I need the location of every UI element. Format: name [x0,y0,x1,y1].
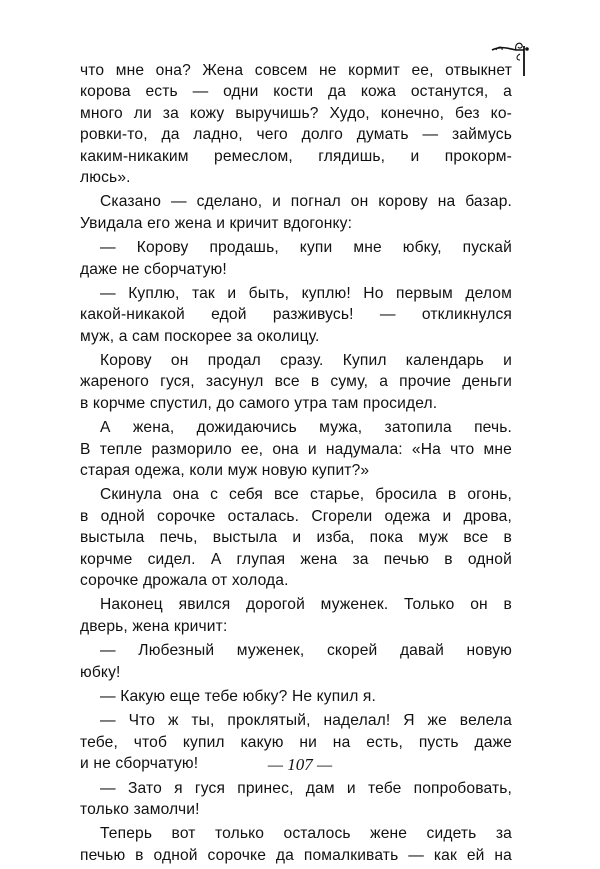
text-line: дверь, жена кричит: [80,617,228,635]
main-text [80,60,512,869]
text-line: сорочке дрожала от холода. [80,571,289,589]
paragraph [80,60,512,188]
paragraph [80,283,512,347]
page-number: — 107 — [267,755,333,774]
text-line: корова есть — одни кости да кожа останутся, а [80,83,512,101]
paragraph [80,350,512,414]
text-line: Теперь вот только осталось жене сидеть за [100,825,512,843]
text-line: ровки-то, да ладно, чего долго думать — займусь [80,126,512,144]
text-line: жареного гуся, засунул все в суму, а прочие деньги [80,373,512,391]
text-line: корчме сидел. А глупая жена за печью в одной [80,550,512,568]
text-line: и не сборчатую! [80,755,199,773]
text-line: тебе, чтоб купил какую ни на есть, пусть даже [80,733,512,751]
text-line: каким-никаким ремеслом, глядишь, и прокорм- [80,147,512,165]
text-line: Скинула она с себя все старье, бросила в огонь, [100,486,512,504]
text-line: В тепле разморило ее, она и надумала: «На что мне [80,440,512,458]
text-line: — Что ж ты, проклятый, наделал! Я же велела [100,712,512,730]
paragraph [80,417,512,481]
text-line: Наконец явился дорогой муженек. Только он в [100,596,512,614]
text-line: Увидала его жена и кричит вдогонку: [80,214,353,232]
paragraph [80,237,512,280]
text-line: старая одежа, коли муж новую купит?» [80,462,370,480]
text-line: даже не сборчатую! [80,260,227,278]
text-line: А жена, дожидаючись мужа, затопила печь. [100,419,512,437]
paragraph [80,640,512,683]
text-line: муж, а сам поскорее за околицу. [80,327,320,345]
text-line: выстыла печь, выстыла и изба, пока муж все в [80,529,512,547]
text-line: в одной сорочке осталась. Сгорели одежа и дрова, [80,507,512,525]
text-line: какой-никакой едой разживусь! — откликнулся [80,306,512,324]
text-line: Корову он продал сразу. Купил календарь и [100,352,512,370]
text-line: много ли за кожу выручишь? Худо, конечно, без ко- [80,104,512,122]
paragraph [80,484,512,591]
text-line: что мне она? Жена совсем не кормит ее, отвыкнет [80,62,512,79]
paragraph [80,686,512,707]
paragraph [80,191,512,234]
text-line: — Куплю, так и быть, куплю! Но первым делом [100,284,512,302]
text-line: — Любезный муженек, скорей давай новую [100,642,512,660]
paragraph [80,778,512,821]
text-line: Сказано — сделано, и погнал он корову на базар. [100,193,512,211]
text-line: только замолчи! [80,800,200,818]
text-line: в корчме спустил, до самого утра там просидел. [80,394,438,412]
text-line: юбку! [80,663,121,681]
text-line: печью в одной сорочке да помалкивать — как ей на [80,846,512,864]
paragraph [80,594,512,637]
text-line: люсь». [80,168,131,186]
text-line: — Какую еще тебе юбку? Не купил я. [100,687,377,705]
text-line: — Корову продашь, купи мне юбку, пускай [100,239,512,257]
text-line: — Зато я гуся принес, дам и тебе попробовать, [100,779,512,797]
